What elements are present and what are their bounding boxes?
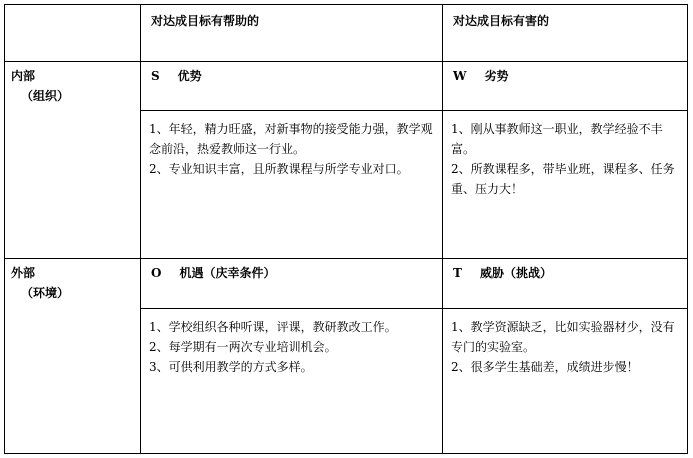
- threats-title: 威胁（挑战）: [479, 266, 552, 280]
- external-label-sub: （环境）: [21, 286, 70, 300]
- header-harmful: 对达成目标有害的: [453, 14, 550, 28]
- opportunities-body: [141, 313, 442, 453]
- weaknesses-item: 1、刚从事教师这一职业，教学经验不丰富。: [451, 122, 663, 156]
- opportunities-item: 3、可供利用教学的方式多样。: [149, 360, 313, 374]
- opportunities-letter: O: [151, 266, 162, 280]
- strengths-item: 1、年轻，精力旺盛，对新事物的接受能力强，教学观念前沿，热爱教师这一行业。: [149, 122, 433, 156]
- row-divider-external-head: [140, 308, 687, 309]
- threats-heading: [443, 259, 687, 308]
- threats-item: 1、教学资源缺乏，比如实验器材少，没有专门的实验室。: [451, 320, 675, 354]
- strengths-heading: [141, 62, 442, 110]
- threats-item: 2、很多学生基础差，成绩进步慢！: [451, 360, 639, 374]
- opportunities-title: 机遇（庆幸条件）: [179, 266, 276, 280]
- strengths-letter: S: [151, 69, 160, 83]
- weaknesses-item: 2、所教课程多，带毕业班，课程多、任务重、压力大！: [451, 162, 675, 196]
- internal-label-main: 内部: [11, 69, 36, 83]
- internal-label-sub: （组织）: [21, 89, 70, 103]
- swot-table: [4, 4, 688, 454]
- external-label-main: 外部: [11, 266, 36, 280]
- opportunities-item: 1、学校组织各种听课，评课，教研教改工作。: [149, 320, 397, 334]
- weaknesses-body: [443, 115, 687, 258]
- header-helpful: 对达成目标有帮助的: [151, 14, 260, 28]
- weaknesses-heading: [443, 62, 687, 110]
- strengths-title: 优势: [177, 69, 202, 83]
- threats-letter: T: [453, 266, 462, 280]
- opportunities-heading: [141, 259, 442, 308]
- row-divider-internal-head: [140, 110, 687, 111]
- threats-body: [443, 313, 687, 453]
- internal-label: [5, 62, 140, 258]
- strengths-item: 2、专业知识丰富，且所教课程与所学专业对口。: [149, 162, 409, 176]
- external-label: [5, 259, 140, 453]
- opportunities-item: 2、每学期有一两次专业培训机会。: [149, 340, 337, 354]
- weaknesses-letter: W: [453, 69, 467, 83]
- weaknesses-title: 劣势: [484, 69, 509, 83]
- strengths-body: [141, 115, 442, 258]
